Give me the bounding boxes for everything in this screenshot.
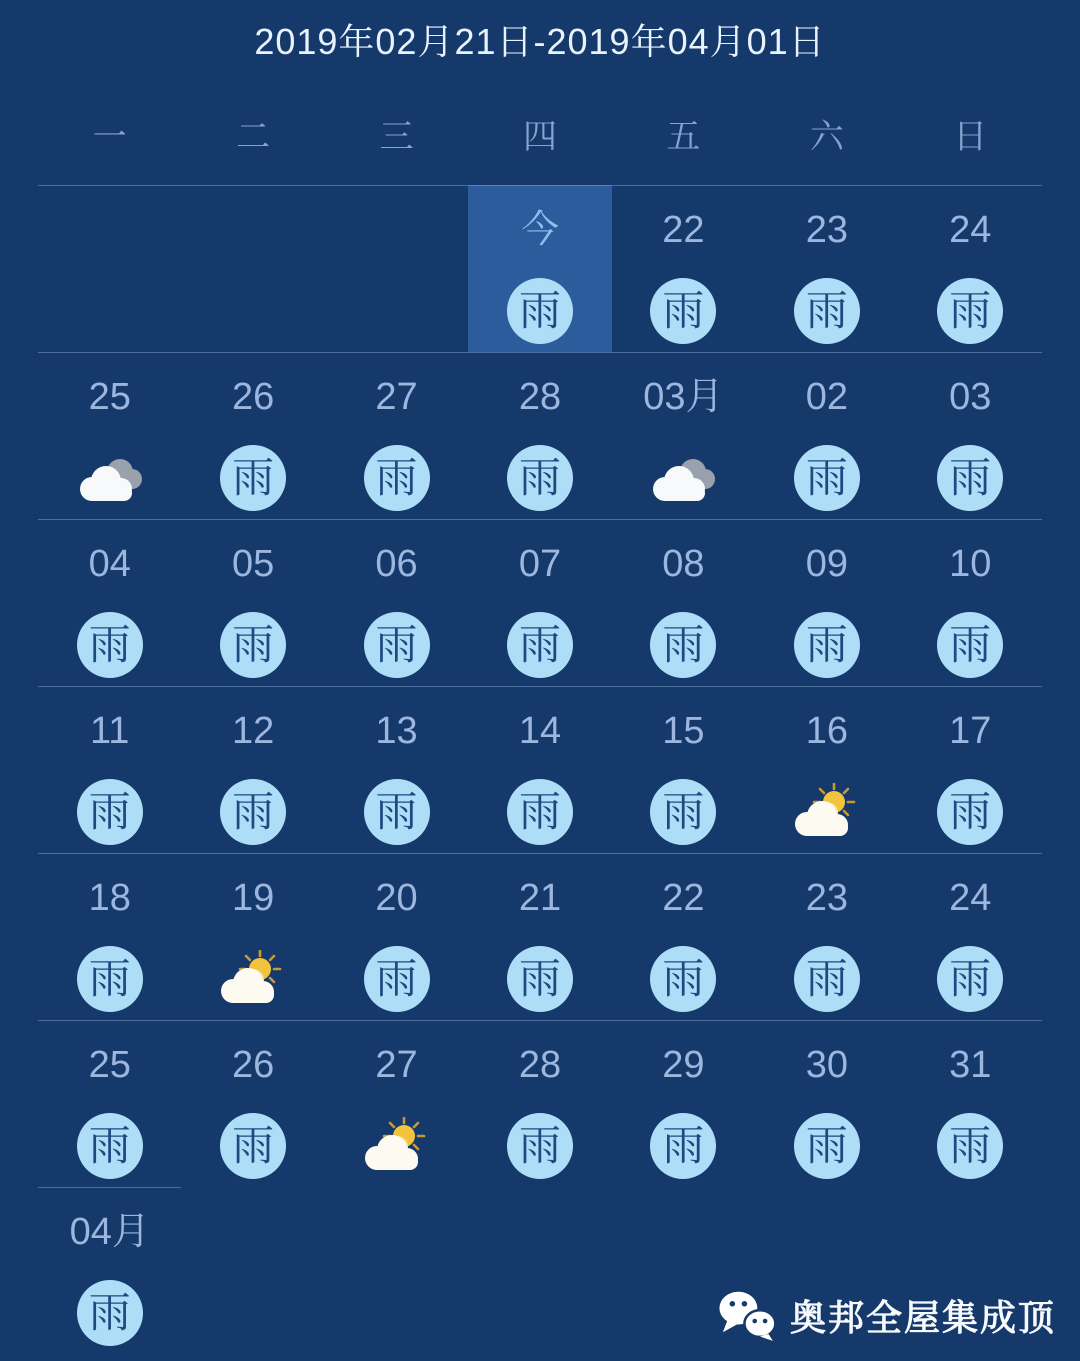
weather-icon-slot [325,777,468,847]
calendar-grid [38,185,1042,1354]
weekday-label: 六 [809,118,844,156]
rain-icon: 雨 [220,1113,286,1179]
rain-icon: 雨 [220,445,286,511]
rain-icon: 雨 [937,1113,1003,1179]
partly-sunny-icon [213,950,293,1008]
calendar-cell-today[interactable] [468,185,611,352]
rain-icon: 雨 [364,779,430,845]
weather-icon-slot [38,276,181,346]
calendar-cell[interactable] [325,686,468,853]
date-label: 27 [375,1044,418,1086]
date-label: 25 [88,376,131,418]
calendar-cell[interactable] [325,352,468,519]
page-title: 2019年02月21日-2019年04月01日 [254,21,826,62]
weather-icon-slot [325,944,468,1014]
date-label: 22 [662,209,705,251]
rain-icon: 雨 [77,1113,143,1179]
date-label: 03月 [643,376,724,418]
calendar-cell[interactable] [612,853,755,1020]
weather-icon-slot [612,944,755,1014]
date-label: 20 [375,877,418,919]
weekday-label: 二 [236,118,271,156]
calendar-cell[interactable] [612,519,755,686]
wechat-icon [716,1289,778,1341]
date-label: 11 [89,710,130,752]
weather-icon-slot [755,1111,898,1181]
date-label: 09 [805,543,848,585]
calendar-cell[interactable] [181,352,324,519]
rain-icon: 雨 [794,445,860,511]
calendar-cell[interactable] [181,519,324,686]
rain-icon: 雨 [937,445,1003,511]
weather-icon-slot [612,610,755,680]
date-label: 07 [518,543,562,585]
calendar-cell[interactable] [181,853,324,1020]
rain-icon: 雨 [364,612,430,678]
weather-icon-slot [899,777,1042,847]
weather-icon-slot [325,276,468,346]
date-label: 18 [88,877,131,919]
weather-icon-slot [325,1277,468,1347]
date-label: 25 [88,1044,131,1086]
calendar-cell[interactable] [38,352,181,519]
date-label: 24 [949,209,992,251]
cloudy-icon [72,451,148,505]
weather-icon-slot [325,610,468,680]
date-label: 12 [231,710,275,752]
rain-icon: 雨 [364,445,430,511]
date-label: 19 [231,877,275,919]
rain-icon: 雨 [650,612,716,678]
date-label: 31 [949,1044,992,1086]
rain-icon: 雨 [650,946,716,1012]
calendar-cell[interactable] [899,352,1042,519]
weather-icon-slot [468,777,611,847]
calendar-cell[interactable] [325,853,468,1020]
calendar-cell[interactable] [612,1020,755,1187]
weather-icon-slot [612,443,755,513]
weather-icon-slot [468,1277,611,1347]
weather-icon-slot [755,777,898,847]
calendar-cell[interactable] [325,1020,468,1187]
date-label: 02 [805,376,848,418]
weather-icon-slot [181,1111,324,1181]
rain-icon: 雨 [650,1113,716,1179]
weather-icon-slot [468,610,611,680]
rain-icon: 雨 [507,612,573,678]
date-label: 17 [949,710,992,752]
calendar-cell[interactable] [755,519,898,686]
calendar-cell[interactable] [755,185,898,352]
rain-icon: 雨 [507,278,573,344]
calendar-cell[interactable] [38,1187,181,1354]
calendar-cell[interactable] [899,853,1042,1020]
date-label: 26 [231,376,275,418]
calendar-cell-empty [468,1187,611,1354]
rain-icon: 雨 [937,612,1003,678]
date-label: 28 [518,376,562,418]
weather-icon-slot [38,1278,181,1348]
date-label: 29 [662,1044,705,1086]
rain-icon: 雨 [507,1113,573,1179]
calendar-cell[interactable] [468,1020,611,1187]
calendar-cell-empty [181,1187,324,1354]
rain-icon: 雨 [794,612,860,678]
calendar-cell[interactable] [38,1020,181,1187]
calendar-cell[interactable] [468,519,611,686]
rain-icon: 雨 [937,278,1003,344]
date-label: 08 [662,543,705,585]
calendar-cell[interactable] [181,1020,324,1187]
weather-icon-slot [38,944,181,1014]
weekday-label: 四 [522,118,557,156]
weather-icon-slot [755,610,898,680]
rain-icon: 雨 [77,1280,143,1346]
calendar-cell [325,185,468,352]
partly-sunny-icon [787,783,867,841]
weekday-label: 日 [953,118,988,156]
weather-icon-slot [612,1111,755,1181]
rain-icon: 雨 [794,278,860,344]
date-label: 05 [231,543,275,585]
calendar-cell[interactable] [38,853,181,1020]
calendar-cell[interactable] [38,519,181,686]
date-label: 04 [88,543,131,585]
weather-icon-slot [325,443,468,513]
rain-icon: 雨 [650,779,716,845]
date-label: 15 [662,710,705,752]
weather-icon-slot [468,944,611,1014]
weather-icon-slot [468,443,611,513]
rain-icon: 雨 [220,612,286,678]
weather-icon-slot [181,610,324,680]
weather-icon-slot [755,443,898,513]
calendar-cell[interactable] [612,686,755,853]
calendar-cell[interactable] [899,686,1042,853]
weekday-row [38,95,1042,185]
weather-icon-slot [325,1111,468,1181]
rain-icon: 雨 [650,278,716,344]
date-label: 23 [805,877,848,919]
calendar-cell[interactable] [38,686,181,853]
weather-icon-slot [899,1111,1042,1181]
date-label: 30 [805,1044,848,1086]
weather-icon-slot [468,276,611,346]
weather-icon-slot [181,944,324,1014]
weather-icon-slot [755,944,898,1014]
rain-icon: 雨 [794,1113,860,1179]
weather-icon-slot [38,777,181,847]
weather-icon-slot [899,610,1042,680]
weather-icon-slot [181,777,324,847]
watermark-text: 奥邦全屋集成顶 [789,1296,1056,1338]
weather-icon-slot [755,276,898,346]
rain-icon: 雨 [77,612,143,678]
date-label: 23 [805,209,848,251]
weather-icon-slot [181,1277,324,1347]
date-label: 28 [518,1044,562,1086]
rain-icon: 雨 [937,779,1003,845]
calendar-cell[interactable] [755,352,898,519]
rain-icon: 雨 [77,946,143,1012]
date-label: 27 [375,376,418,418]
rain-icon: 雨 [937,946,1003,1012]
weather-icon-slot [899,276,1042,346]
rain-icon: 雨 [220,779,286,845]
weekday-label: 五 [666,118,701,156]
date-label: 22 [662,877,705,919]
partly-sunny-icon [357,1117,437,1175]
weekday-label: 三 [379,118,414,156]
date-label: 04月 [69,1211,150,1253]
calendar-cell[interactable] [612,185,755,352]
calendar-cell-empty [325,1187,468,1354]
date-label: 14 [518,710,562,752]
calendar-cell[interactable] [899,519,1042,686]
weather-icon-slot [38,610,181,680]
weather-icon-slot [181,276,324,346]
rain-icon: 雨 [77,779,143,845]
date-label: 21 [518,877,562,919]
calendar-cell[interactable] [181,686,324,853]
date-label: 16 [805,710,848,752]
rain-icon: 雨 [364,946,430,1012]
date-label: 24 [949,877,992,919]
calendar-cell[interactable] [325,519,468,686]
calendar-cell[interactable] [755,853,898,1020]
weather-icon-slot [612,276,755,346]
weather-icon-slot [612,777,755,847]
calendar-cell[interactable] [899,185,1042,352]
weather-icon-slot [38,443,181,513]
calendar-cell[interactable] [755,1020,898,1187]
calendar-cell[interactable] [468,686,611,853]
weather-calendar [38,95,1042,1354]
date-label: 26 [231,1044,275,1086]
weekday-label: 一 [92,118,127,156]
rain-icon: 雨 [507,946,573,1012]
date-label: 10 [949,543,992,585]
calendar-cell [181,185,324,352]
calendar-cell[interactable] [612,352,755,519]
date-label: 03 [949,376,992,418]
weather-icon-slot [468,1111,611,1181]
calendar-cell[interactable] [468,352,611,519]
calendar-cell[interactable] [468,853,611,1020]
calendar-cell[interactable] [899,1020,1042,1187]
date-label: 今 [520,209,559,251]
date-label: 06 [375,543,418,585]
watermark [716,1289,1056,1341]
rain-icon: 雨 [794,946,860,1012]
rain-icon: 雨 [507,779,573,845]
weather-icon-slot [181,443,324,513]
date-label: 13 [375,710,418,752]
calendar-cell [38,185,181,352]
calendar-cell[interactable] [755,686,898,853]
weather-icon-slot [38,1111,181,1181]
rain-icon: 雨 [507,445,573,511]
cloudy-icon [645,451,721,505]
weather-icon-slot [899,443,1042,513]
weather-icon-slot [899,944,1042,1014]
